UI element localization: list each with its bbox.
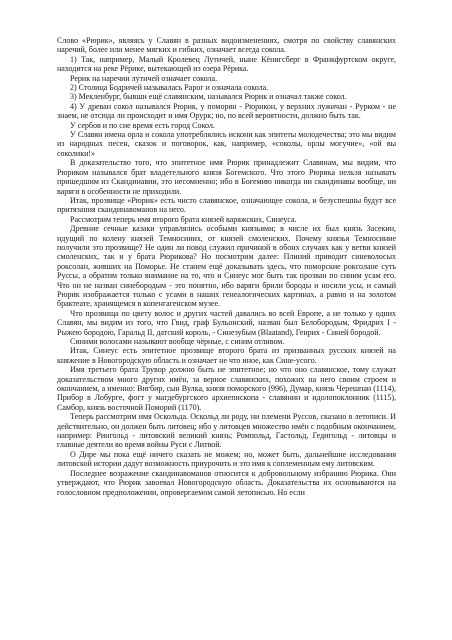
paragraph: В доказательство того, что эпитетное имя Рюрик принадлежит Славянам, мы видим, что Рюриком назывался брат владетельного князя Богемского. Что этого Рюрика нельзя называть пришедшим из Скандинавии, это несомненно; ибо в Богемию никогда ни скандинавы вообще, ни варяги в особенности не приходили. <box>57 158 396 196</box>
paragraph: Рассмотрим теперь имя второго брата князей варяжских, Синеуса. <box>70 214 297 224</box>
paragraph: Рерик на наречии лутичей означает сокола. <box>70 73 218 83</box>
paragraph: Теперь рассмотрим имя Оскольда. Оскольд ли роду, ни племени Руссов, сказано в летописи. И действительно, он должен быть литовец; ибо у литовцев множество имён с подобным окончанием, например: Рингольд - литовский великий князь; Ромпольд, Гастольд, Гедигольд - литовцы и главные деятели во время войны Руси с Литвой. <box>57 412 396 450</box>
paragraph: 1) Так, например, Малый Кролевец Лутичей, ныне Кёнигсберг в Франкфуртском округе, находится на реке Рёрике, вытекающей из озера Рёрика. <box>57 54 396 74</box>
paragraph: У Славян имена орла и сокола употреблялись искони как эпитеты молодечества; это мы видим из народных песен, сказок и поговорок, как, например, «соколы, орлы могучие», «ой вы соколики!» <box>57 130 396 158</box>
paragraph: Итак, Синеус есть эпитетное прозвище второго брата из призванных русских князей на княжение в Новогородскую область и означает не что иное, как Сине-усого. <box>57 346 396 365</box>
paragraph: Что прозвища по цвету волос и других частей давались во всей Европе, а не только у одних Славян, мы видим из того, что Гвид, граф Бульонский, назван был Белобородым, Фридрих I - Рыжею бородою, Гаральд II, датский король, - Синезубым (Blaatand), Генрих - Синей бородой. <box>57 308 396 337</box>
paragraph: Итак, прозвище «Рюрик» есть чисто славянское, означающее сокола, и безуспешны будут все притязания скандинавоманов на него. <box>57 195 396 215</box>
paragraph: Последнее возражение скандинавоманов относится к добровольному избранию Рюрика. Они утверждают, что Рюрик завоевал Новогородскую область. Доказательства их основываются на голословном предположении, опровергаемом самой летописью. Но если <box>57 468 396 497</box>
paragraph: Слово «Рюрик», являясь у Славян в разных видоизменениях, смотря по свойству славянских наречий, более или менее мягких и гибких, означает всегда сокола. <box>57 36 396 55</box>
paragraph: 3) Мекленбург, бывши ещё славянским, назывался Рюрик и означал также сокол. <box>70 92 347 102</box>
paragraph: О Дире мы пока ещё ничего сказать не можем; но, может быть, дальнейшие исследования литовской истории дадут возможность приурочить и это имя к соплеменным ему литовским. <box>57 449 396 469</box>
paragraph: 2) Столица Бодричей называлась Рарог и означала сокола. <box>70 83 269 93</box>
paragraph: Имя третьего брата Трувор должно быть не эпитетное; но что оно славянское, тому служат доказательством много других имён, за верное славянских, похожих на него своим строем и окончанием, а именно: Вигбир, сын Вулка, князя поморского (996), Думар, князь Черешпан (1114), Прибор в Лобурге, фогт у магдебургского архиепископа - славянин и идолопоклонник (1115), Самбор, князь восточной Поморий (1170). <box>57 365 396 412</box>
paragraph: Древние сечные казаки управлялись особыми князьями; в числе их был князь Засекин, идущий по колену князей Темносиних, от князей смоленских. Почему князья Темносиние получили это прозвище? Не один ли повод служил причиной в обоих случаях как у ветви князей смоленских, так и у брата Рюрикова? Но посмотрим далее: Плиний приводит синеволосых роксолан, живших на Поморье. Не станем ещё доказывать здесь, что поморские роксолане суть Руссы, а обратим только внимание на то, что и Синеус мог быть так прозван по синим усам его. Что он не назван синебородым - это понятно, ибо варяги брили бороды и носили усы, и самый Рюрик изображается только с усами в наших генеалогических картинах, а равно и на золотом брактеате, хранящемся в копенгагенском музее. <box>57 224 396 309</box>
paragraph: У сербов и по сие время есть город Сокол. <box>70 120 215 130</box>
paragraph: 4) У древан сокол назывался Рюрик, у поморян - Рюрикон, у верхних лужичан - Рурком - не знаем, не отсюда ли происходит и имя Орурк; но, по всей вероятности, должно быть так. <box>57 101 396 121</box>
paragraph: Синими волосами называют вообще чёрные, с синим отливом. <box>70 337 285 346</box>
document-body <box>57 36 396 497</box>
